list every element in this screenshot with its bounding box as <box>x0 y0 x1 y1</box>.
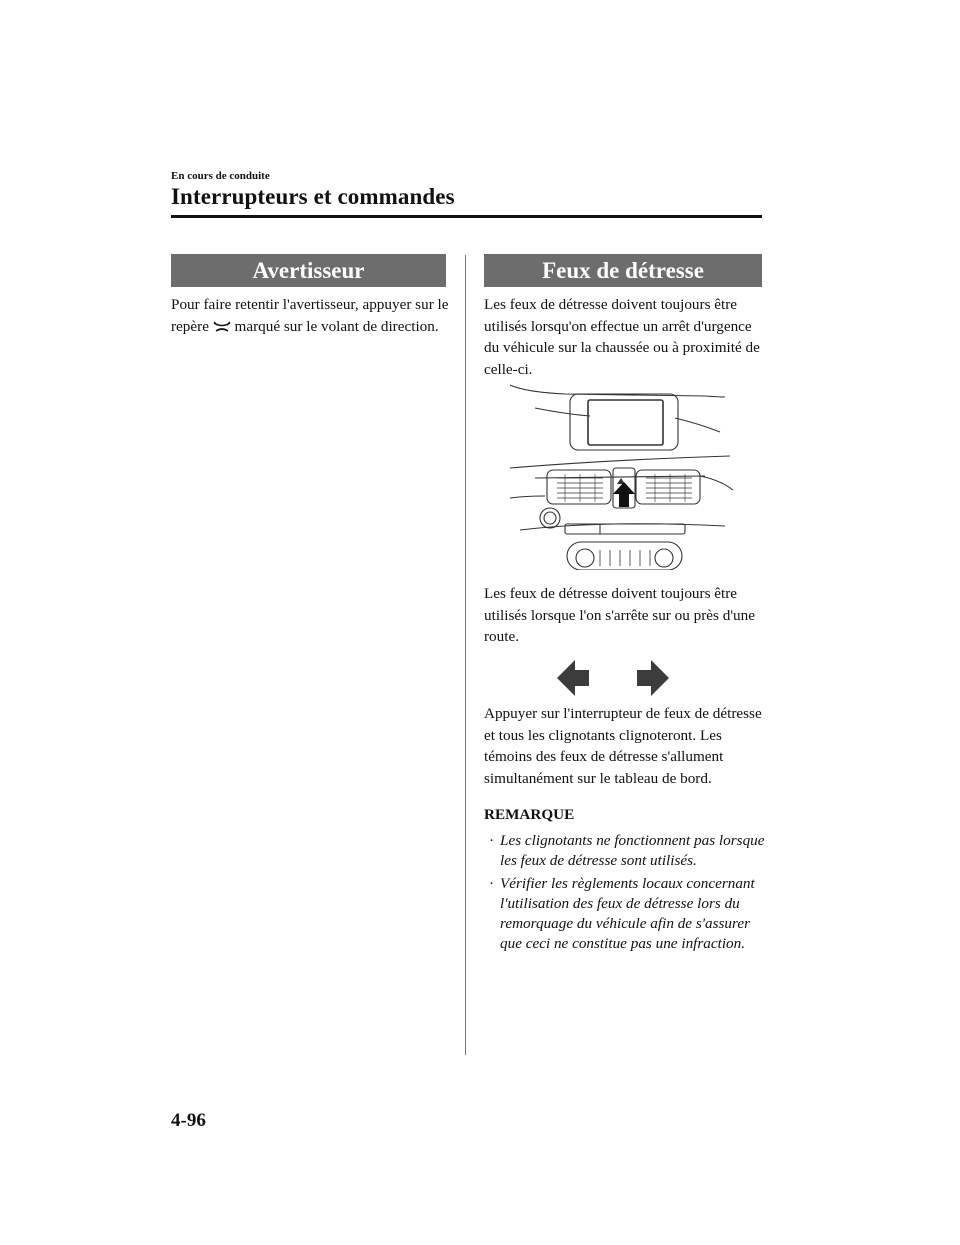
dashboard-hazard-switch-illustration <box>505 380 735 570</box>
page-number: 4-96 <box>171 1110 206 1131</box>
note-text: Vérifier les règlements locaux concernant l'utilisation des feux de détresse lors du remorquage du véhicule afin de s'assurer que ceci ne constitue pas une infraction. <box>500 874 755 953</box>
hazard-heading: Feux de détresse <box>484 254 762 287</box>
column-divider <box>465 255 466 1055</box>
note-heading: REMARQUE <box>484 806 575 823</box>
turn-signal-arrows-icon <box>555 658 675 698</box>
horn-text-start: Pour faire retentir l'avertisseur, appuyer sur le repère <box>171 296 449 335</box>
horn-heading: Avertisseur <box>171 254 446 287</box>
note-list <box>484 831 769 957</box>
section-label: En cours de conduite <box>171 170 270 182</box>
note-item <box>484 831 769 872</box>
hazard-paragraph-1: Les feux de détresse doivent toujours être utilisés lorsqu'on effectue un arrêt d'urgence du véhicule sur la chaussée ou à proximité de celle-ci. <box>484 296 760 378</box>
hazard-paragraph-2: Les feux de détresse doivent toujours être utilisés lorsque l'on s'arrête sur ou près d'une route. <box>484 585 755 645</box>
hazard-paragraph-3: Appuyer sur l'interrupteur de feux de détresse et tous les clignotants clignoteront. Les témoins des feux de détresse s'allument simultanément sur le tableau de bord. <box>484 705 762 787</box>
note-text: Les clignotants ne fonctionnent pas lorsque les feux de détresse sont utilisés. <box>500 832 765 870</box>
note-item <box>484 874 769 955</box>
title-rule <box>171 215 762 218</box>
bullet: · <box>489 832 495 849</box>
horn-text-end: marqué sur le volant de direction. <box>230 317 439 335</box>
bullet: · <box>489 874 495 892</box>
page-title: Interrupteurs et commandes <box>171 184 455 209</box>
horn-icon <box>213 321 231 333</box>
horn-paragraph <box>171 294 456 337</box>
